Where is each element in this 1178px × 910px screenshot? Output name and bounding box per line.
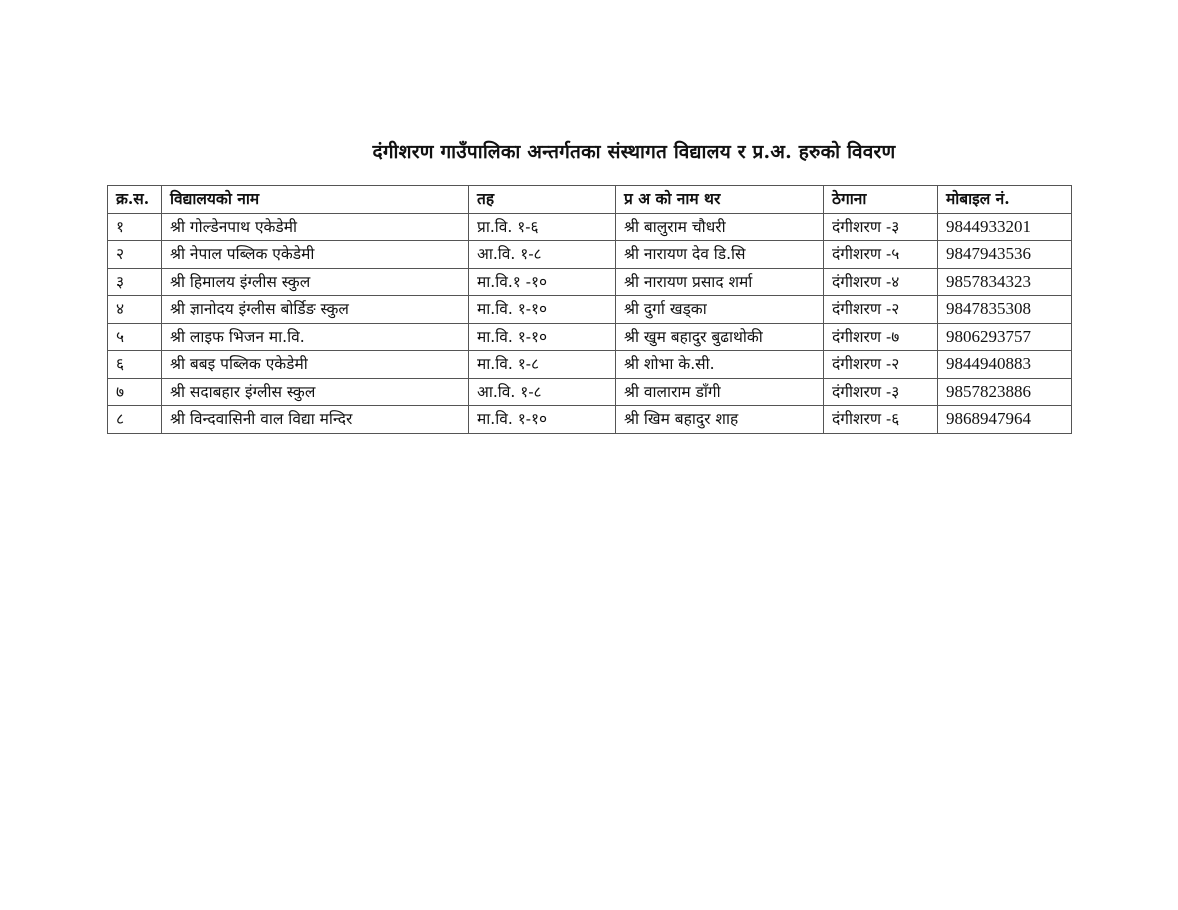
cell-principal-name: श्री खुम बहादुर बुढाथोकी [616, 323, 824, 351]
cell-principal-name: श्री खिम बहादुर शाह [616, 406, 824, 434]
cell-principal-name: श्री वालाराम डाँगी [616, 378, 824, 406]
cell-level: मा.वि. १-१० [469, 406, 616, 434]
cell-address: दंगीशरण -३ [824, 213, 938, 241]
cell-address: दंगीशरण -२ [824, 296, 938, 324]
cell-serial: ४ [108, 296, 162, 324]
cell-principal-name: श्री नारायण प्रसाद शर्मा [616, 268, 824, 296]
cell-address: दंगीशरण -७ [824, 323, 938, 351]
cell-level: आ.वि. १-८ [469, 241, 616, 269]
cell-level: आ.वि. १-८ [469, 378, 616, 406]
header-serial: क्र.स. [108, 186, 162, 214]
table-row [108, 213, 1072, 241]
cell-level: मा.वि. १-१० [469, 296, 616, 324]
cell-mobile: 9868947964 [938, 406, 1072, 434]
table-row [108, 268, 1072, 296]
cell-serial: ८ [108, 406, 162, 434]
cell-school-name: श्री बबइ पब्लिक एकेडेमी [162, 351, 469, 379]
table-row [108, 296, 1072, 324]
cell-level: मा.वि.१ -१० [469, 268, 616, 296]
cell-level: प्रा.वि. १-६ [469, 213, 616, 241]
cell-address: दंगीशरण -४ [824, 268, 938, 296]
cell-serial: ५ [108, 323, 162, 351]
cell-serial: ७ [108, 378, 162, 406]
table-row [108, 351, 1072, 379]
cell-mobile: 9857834323 [938, 268, 1072, 296]
table-header-row [108, 186, 1072, 214]
cell-mobile: 9844933201 [938, 213, 1072, 241]
cell-mobile: 9847835308 [938, 296, 1072, 324]
cell-school-name: श्री गोल्डेनपाथ एकेडेमी [162, 213, 469, 241]
cell-serial: ६ [108, 351, 162, 379]
cell-mobile: 9806293757 [938, 323, 1072, 351]
table-row [108, 323, 1072, 351]
cell-mobile: 9857823886 [938, 378, 1072, 406]
document-title: दंगीशरण गाउँपालिका अन्तर्गतका संस्थागत विद्यालय र प्र.अ. हरुको विवरण [372, 141, 896, 163]
header-school-name: विद्यालयको नाम [162, 186, 469, 214]
cell-school-name: श्री हिमालय इंग्लीस स्कुल [162, 268, 469, 296]
cell-school-name: श्री नेपाल पब्लिक एकेडेमी [162, 241, 469, 269]
cell-principal-name: श्री दुर्गा खड्का [616, 296, 824, 324]
cell-serial: १ [108, 213, 162, 241]
cell-school-name: श्री विन्दवासिनी वाल विद्या मन्दिर [162, 406, 469, 434]
header-principal-name: प्र अ को नाम थर [616, 186, 824, 214]
cell-principal-name: श्री नारायण देव डि.सि [616, 241, 824, 269]
cell-address: दंगीशरण -६ [824, 406, 938, 434]
cell-school-name: श्री ज्ञानोदय इंग्लीस बोर्डिङ स्कुल [162, 296, 469, 324]
cell-mobile: 9847943536 [938, 241, 1072, 269]
cell-principal-name: श्री बालुराम चौधरी [616, 213, 824, 241]
cell-level: मा.वि. १-८ [469, 351, 616, 379]
cell-address: दंगीशरण -२ [824, 351, 938, 379]
cell-address: दंगीशरण -३ [824, 378, 938, 406]
header-level: तह [469, 186, 616, 214]
cell-mobile: 9844940883 [938, 351, 1072, 379]
table-row [108, 378, 1072, 406]
schools-table [107, 185, 1072, 434]
cell-level: मा.वि. १-१० [469, 323, 616, 351]
table-row [108, 406, 1072, 434]
cell-principal-name: श्री शोभा के.सी. [616, 351, 824, 379]
table-row [108, 241, 1072, 269]
cell-school-name: श्री सदाबहार इंग्लीस स्कुल [162, 378, 469, 406]
cell-address: दंगीशरण -५ [824, 241, 938, 269]
cell-serial: ३ [108, 268, 162, 296]
cell-serial: २ [108, 241, 162, 269]
header-mobile: मोबाइल नं. [938, 186, 1072, 214]
header-address: ठेगाना [824, 186, 938, 214]
cell-school-name: श्री लाइफ भिजन मा.वि. [162, 323, 469, 351]
